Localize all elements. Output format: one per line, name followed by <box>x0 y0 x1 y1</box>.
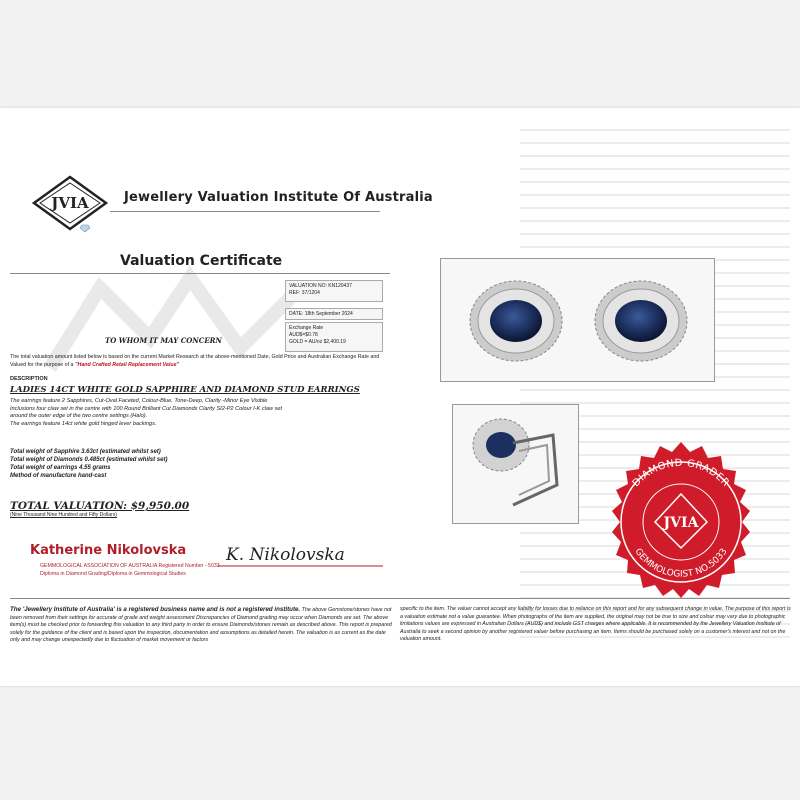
seal-top-text: DIAMOND GRADER <box>630 457 732 490</box>
earring-left <box>470 281 562 361</box>
manufacture-method: Method of manufacture hand-cast <box>10 473 107 479</box>
reference: REF: 37/1204 <box>289 290 320 296</box>
gold-rate: GOLD = AU/oz $2,400.19 <box>289 339 346 345</box>
disclaimer-left-text: The above Gemstone/stones have not been removed from their settings for accurate of grade and weight assessment Discrepancies of Diamond grading may occur when Diamonds are set. The above item(s) must be checked prior to forwarding this valuation to any third party in order to ensure Diamonds/stones remain as described above. This report is prepared solely for the guidance of the client and is based upon the inspection, documentation and assumptions as detailed herein. The valuation is as current as the date only and may change unexpectedly due to fluctuation of market movement or factors <box>10 607 392 643</box>
disclaimer-bold: The 'Jewellery Institute of Australia' is a registered business name and is not a registered institute. <box>10 606 301 613</box>
seal-center-text: JVIA <box>663 515 699 531</box>
disclaimer-right: specific to the item. The valuer cannot accept any liability for losses due to reliance on this report and for any subsequent change in value. The purpose of this report is a valuation estimate not a value guarantee. When photographs of the item are supplied, the original may not be true to size and colour may vary due to photographic limitations values are expressed in Australian Dollars (AUD$) and include GST charges where applicable. It is recommended by the Jewellery Valuation Institute of Australia to seek a second opinion by another registered valuer before purchasing an item. Items should be purchased solely on a customer's interest and not on the valuation amount. <box>400 606 791 642</box>
description-line: Inclusions four claw set in the centre with 100 Round Brilliant Cut Diamonds Clarity SI2-P2 Colour I-K claw set <box>10 405 283 412</box>
diamond-icon <box>80 225 90 232</box>
total-in-words: (Nine Thousand Nine Hundred and Fifty Dollars) <box>10 512 117 518</box>
gemmologist-seal <box>596 438 766 608</box>
signature <box>218 536 388 576</box>
valuer-registration: GEMMOLOGICAL ASSOCIATION OF AUSTRALIA Registered Number - 5033 <box>40 563 220 569</box>
weights-list <box>10 448 167 480</box>
jvia-logo <box>30 173 110 233</box>
weight-earrings: Total weight of earrings 4.55 grams <box>10 465 111 471</box>
description-header: DESCRIPTION <box>10 376 48 382</box>
description-line: around the outer edge of the two centre settings (Halo). <box>10 413 148 419</box>
earring-right <box>595 281 687 361</box>
earrings-photo <box>440 258 715 382</box>
salutation: TO WHOM IT MAY CONCERN <box>105 336 222 345</box>
header-rule <box>110 211 380 212</box>
svg-text:K. Nikolovska: K. Nikolovska <box>226 545 345 565</box>
meta-box-date <box>285 308 383 320</box>
logo-text: JVIA <box>51 194 89 212</box>
aud-rate: AUD$=$0.78 <box>289 332 318 338</box>
seal-bottom-text: GEMMOLOGIST NO.5033 <box>632 546 730 580</box>
intro-text: The total valuation amount listed below is based on the current Market Research at the above-mentioned Date, Gold Price and Australian Exchange Rate and Valued for the purpose of a <box>10 354 380 368</box>
valuation-date: DATE: 18th September 2024 <box>289 311 353 317</box>
valuation-number: VALUATION NO: KN120437 <box>289 283 352 289</box>
exchange-label: Exchange Rate <box>289 325 324 331</box>
product-name: LADIES 14CT WHITE GOLD SAPPHIRE AND DIAMOND STUD EARRINGS <box>10 385 360 395</box>
earring-side-photo <box>452 404 579 524</box>
weight-diamonds: Total weight of Diamonds 0.485ct (estimated whilst set) <box>10 457 168 463</box>
valuer-name: Katherine Nikolovska <box>30 543 187 558</box>
disclaimer-left <box>10 606 392 645</box>
meta-box-rates <box>285 322 383 352</box>
institute-name: Jewellery Valuation Institute Of Australia <box>124 190 433 205</box>
valuation-purpose: "Hand Crafted Retail Replacement Value" <box>75 361 180 368</box>
certificate-title: Valuation Certificate <box>120 253 283 269</box>
title-rule <box>10 273 390 274</box>
total-valuation: TOTAL VALUATION: $9,950.00 <box>10 500 190 512</box>
meta-box-valuation <box>285 280 383 302</box>
description-line: The earrings feature 14ct white gold hinged lever backings. <box>10 420 157 427</box>
intro-paragraph <box>10 354 390 369</box>
description-line: The earrings feature 2 Sapphires, Cut-Oval Faceted, Colour-Blue, Tone-Deep, Clarity -Minor Eye Visible <box>10 398 268 404</box>
valuer-diploma: Diploma in Diamond Grading/Diploma in Gemmological Studies <box>40 571 186 577</box>
description <box>10 398 395 428</box>
certificate-sheet <box>0 108 800 686</box>
weight-sapphire: Total weight of Sapphire 3.63ct (estimated whilst set) <box>10 449 161 455</box>
